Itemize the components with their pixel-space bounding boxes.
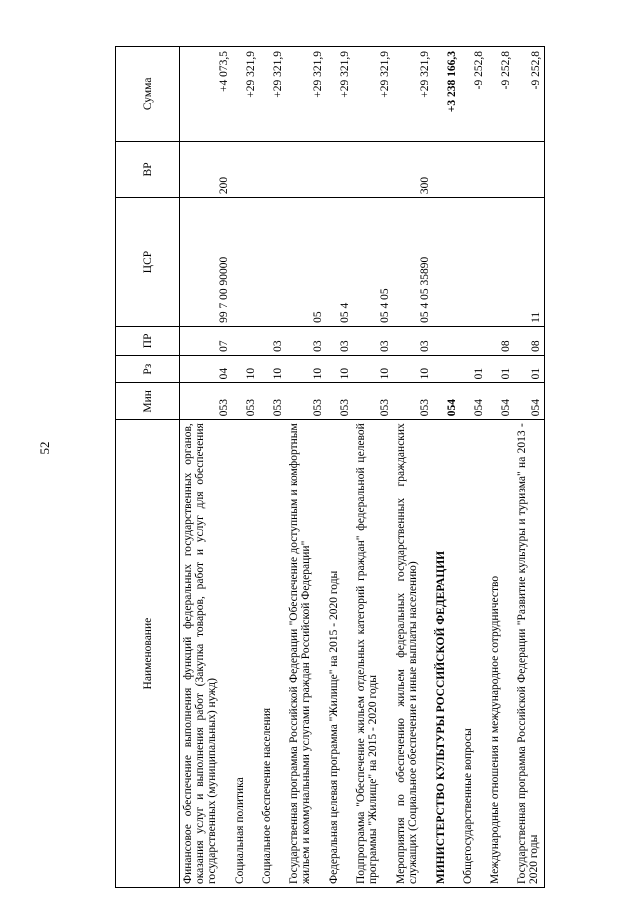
cell-vr [514, 141, 545, 198]
cell-sum: -9 252,8 [514, 47, 545, 142]
table-row [180, 47, 232, 888]
cell-vr [286, 141, 326, 198]
cell-rz: 10 [353, 355, 393, 383]
cell-name: Государственная программа Российской Федерации "Обеспечение доступным и комфортным жильем и коммунальными услугами граждан Российской Федерации" [286, 420, 326, 888]
table-row [393, 47, 433, 888]
table-row [326, 47, 353, 888]
cell-pr: 07 [180, 326, 232, 355]
table-row [232, 47, 259, 888]
cell-csr [259, 198, 286, 327]
cell-sum: +29 321,9 [286, 47, 326, 142]
header-csr: ЦСР [116, 198, 180, 327]
cell-sum: +29 321,9 [232, 47, 259, 142]
cell-pr: 08 [487, 326, 514, 355]
cell-vr [232, 141, 259, 198]
cell-name: Социальная политика [232, 420, 259, 888]
cell-rz: 10 [286, 355, 326, 383]
cell-name: МИНИСТЕРСТВО КУЛЬТУРЫ РОССИЙСКОЙ ФЕДЕРАЦИИ [433, 420, 460, 888]
cell-min: 053 [286, 383, 326, 420]
header-sum: Сумма [116, 47, 180, 142]
cell-min: 053 [353, 383, 393, 420]
cell-csr: 05 4 05 35890 [393, 198, 433, 327]
table-row [259, 47, 286, 888]
cell-vr [259, 141, 286, 198]
header-pr: ПР [116, 326, 180, 355]
cell-csr: 11 [514, 198, 545, 327]
budget-table [115, 46, 545, 888]
page-number: 52 [37, 441, 52, 455]
cell-sum: +29 321,9 [353, 47, 393, 142]
cell-csr: 05 4 05 [353, 198, 393, 327]
table-row [433, 47, 460, 888]
cell-name: Мероприятия по обеспечению жильем федеральных государственных гражданских служащих (Социальное обеспечение и иные выплаты населению) [393, 420, 433, 888]
cell-min: 053 [180, 383, 232, 420]
cell-csr: 05 4 [326, 198, 353, 327]
cell-min: 054 [460, 383, 487, 420]
cell-rz: 10 [232, 355, 259, 383]
cell-name: Международные отношения и международное сотрудничество [487, 420, 514, 888]
cell-sum: +29 321,9 [259, 47, 286, 142]
cell-rz [433, 355, 460, 383]
cell-pr [433, 326, 460, 355]
cell-pr [460, 326, 487, 355]
table-header-row [116, 47, 180, 888]
table-row [514, 47, 545, 888]
cell-sum: +29 321,9 [393, 47, 433, 142]
cell-name: Общегосударственные вопросы [460, 420, 487, 888]
cell-sum: -9 252,8 [460, 47, 487, 142]
table-row [353, 47, 393, 888]
cell-pr: 08 [514, 326, 545, 355]
cell-sum: +4 073,5 [180, 47, 232, 142]
cell-vr: 200 [180, 141, 232, 198]
cell-pr: 03 [353, 326, 393, 355]
table-row [286, 47, 326, 888]
cell-pr: 03 [393, 326, 433, 355]
cell-pr [232, 326, 259, 355]
cell-csr [487, 198, 514, 327]
cell-name: Государственная программа Российской Федерации "Развитие культуры и туризма" на 2013 - 2020 годы [514, 420, 545, 888]
cell-min: 053 [393, 383, 433, 420]
cell-sum: +3 238 166,3 [433, 47, 460, 142]
cell-vr [433, 141, 460, 198]
cell-name: Социальное обеспечение населения [259, 420, 286, 888]
cell-csr [232, 198, 259, 327]
cell-sum: +29 321,9 [326, 47, 353, 142]
budget-table-sheet [115, 46, 602, 888]
header-min: Мин [116, 383, 180, 420]
cell-min: 054 [487, 383, 514, 420]
cell-vr: 300 [393, 141, 433, 198]
cell-rz: 01 [514, 355, 545, 383]
cell-rz: 10 [326, 355, 353, 383]
cell-csr: 99 7 00 90000 [180, 198, 232, 327]
cell-vr [326, 141, 353, 198]
header-name: Наименование [116, 420, 180, 888]
cell-vr [460, 141, 487, 198]
cell-rz: 04 [180, 355, 232, 383]
cell-rz: 10 [259, 355, 286, 383]
cell-csr [460, 198, 487, 327]
cell-name: Финансовое обеспечение выполнения функций федеральных государственных органов, оказания услуг и выполнения работ (Закупка товаров, работ и услуг для обеспечения государственных (муниципальных) нужд) [180, 420, 232, 888]
cell-vr [487, 141, 514, 198]
cell-min: 053 [259, 383, 286, 420]
cell-min: 054 [514, 383, 545, 420]
table-row [487, 47, 514, 888]
cell-min: 053 [232, 383, 259, 420]
cell-min: 054 [433, 383, 460, 420]
cell-pr: 03 [326, 326, 353, 355]
cell-sum: -9 252,8 [487, 47, 514, 142]
header-vr: ВР [116, 141, 180, 198]
cell-rz: 01 [487, 355, 514, 383]
cell-name: Подпрограмма "Обеспечение жильем отдельных категорий граждан" федеральной целевой программы "Жилище" на 2015 - 2020 годы [353, 420, 393, 888]
cell-min: 053 [326, 383, 353, 420]
cell-vr [353, 141, 393, 198]
cell-pr: 03 [286, 326, 326, 355]
cell-rz: 10 [393, 355, 433, 383]
cell-csr [433, 198, 460, 327]
table-row [460, 47, 487, 888]
cell-name: Федеральная целевая программа "Жилище" на 2015 - 2020 годы [326, 420, 353, 888]
header-rz: Рз [116, 355, 180, 383]
cell-pr: 03 [259, 326, 286, 355]
cell-rz: 01 [460, 355, 487, 383]
cell-csr: 05 [286, 198, 326, 327]
